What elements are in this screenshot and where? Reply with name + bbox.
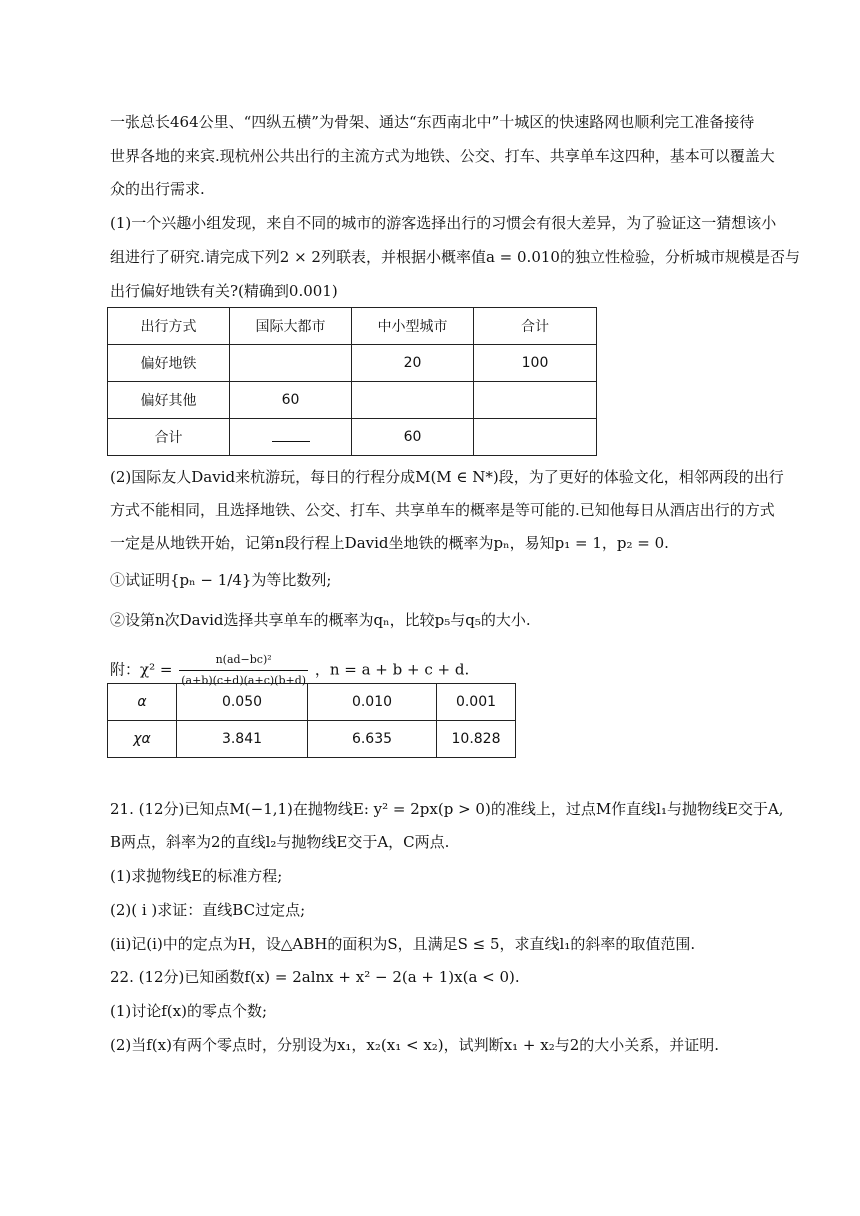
formula-suffix: ，n = a + b + c + d. (314, 660, 470, 679)
table-cell: χα (108, 721, 177, 758)
part1-line-3: 出行偏好地铁有关?(精确到0.001) (110, 282, 338, 300)
part1-line-2: 组进行了研究.请完成下列2 × 2列联表，并根据小概率值a = 0.010的独立性检验，分析城市规模是否与 (110, 248, 800, 266)
table-cell: 0.001 (437, 684, 516, 721)
q22-line-2: (1)讨论f(x)的零点个数; (110, 1002, 268, 1020)
table-cell (352, 382, 474, 419)
blank-line (272, 429, 310, 442)
table-header: 中小型城市 (352, 308, 474, 345)
critical-value-table (107, 683, 516, 758)
table-cell: 合计 (108, 419, 230, 456)
table-header: 国际大都市 (230, 308, 352, 345)
table-cell: 3.841 (177, 721, 308, 758)
sub-question-2: ②设第n次David选择共享单车的概率为qₙ，比较p₅与q₅的大小. (110, 611, 531, 629)
intro-line-1: 一张总长464公里、“四纵五横”为骨架、通达“东西南北中”十城区的快速路网也顺利完工准备接待 (110, 113, 755, 131)
table-cell: 0.010 (308, 684, 437, 721)
table-cell: 偏好地铁 (108, 345, 230, 382)
q21-line-3: (1)求抛物线E的标准方程; (110, 867, 283, 885)
part2-line-3: 一定是从地铁开始，记第n段行程上David坐地铁的概率为pₙ，易知p₁ = 1，p₂ = 0. (110, 534, 669, 552)
table-cell: 20 (352, 345, 474, 382)
q22-line-3: (2)当f(x)有两个零点时，分别设为x₁，x₂(x₁ < x₂)，试判断x₁ + x₂与2的大小关系，并证明. (110, 1036, 720, 1054)
formula-denominator: (a+b)(c+d)(a+c)(b+d) (181, 674, 307, 687)
fill-blank (230, 419, 352, 456)
q21-line-5: (ⅱ)记(ⅰ)中的定点为H，设△ABH的面积为S，且满足S ≤ 5，求直线l₁的斜率的取值范围. (110, 935, 696, 953)
intro-line-2: 世界各地的来宾.现杭州公共出行的主流方式为地铁、公交、打车、共享单车这四种，基本可以覆盖大 (110, 147, 775, 165)
table-cell: 偏好其他 (108, 382, 230, 419)
contingency-table (107, 307, 597, 456)
table-cell: α (108, 684, 177, 721)
table-cell: 60 (230, 382, 352, 419)
table-cell (474, 382, 597, 419)
formula-numerator: n(ad−bc)² (179, 650, 308, 671)
q22-line-1: 22. (12分)已知函数f(x) = 2alnx + x² − 2(a + 1)x(a < 0). (110, 968, 520, 986)
sub-question-1: ①试证明{pₙ − 1/4}为等比数列; (110, 571, 332, 589)
q21-line-4: (2)( i )求证：直线BC过定点; (110, 901, 306, 919)
formula-prefix: 附：χ² = (110, 660, 173, 679)
q21-line-1: 21. (12分)已知点M(−1,1)在抛物线E: y² = 2px(p > 0)的准线上，过点M作直线l₁与抛物线E交于A, (110, 800, 784, 818)
table-cell: 0.050 (177, 684, 308, 721)
table-cell: 6.635 (308, 721, 437, 758)
table-header: 合计 (474, 308, 597, 345)
table-cell: 100 (474, 345, 597, 382)
part2-line-1: (2)国际友人David来杭游玩，每日的行程分成M(M ∈ N*)段，为了更好的体验文化，相邻两段的出行 (110, 468, 784, 486)
table-cell (474, 419, 597, 456)
table-cell: 10.828 (437, 721, 516, 758)
table-header: 出行方式 (108, 308, 230, 345)
part1-line-1: (1)一个兴趣小组发现，来自不同的城市的游客选择出行的习惯会有很大差异，为了验证这一猜想该小 (110, 214, 777, 232)
table-cell: 60 (352, 419, 474, 456)
part2-line-2: 方式不能相同，且选择地铁、公交、打车、共享单车的概率是等可能的.已知他每日从酒店出行的方式 (110, 501, 775, 519)
q21-line-2: B两点，斜率为2的直线l₂与抛物线E交于A，C两点. (110, 833, 450, 851)
intro-line-3: 众的出行需求. (110, 180, 205, 198)
table-cell (230, 345, 352, 382)
